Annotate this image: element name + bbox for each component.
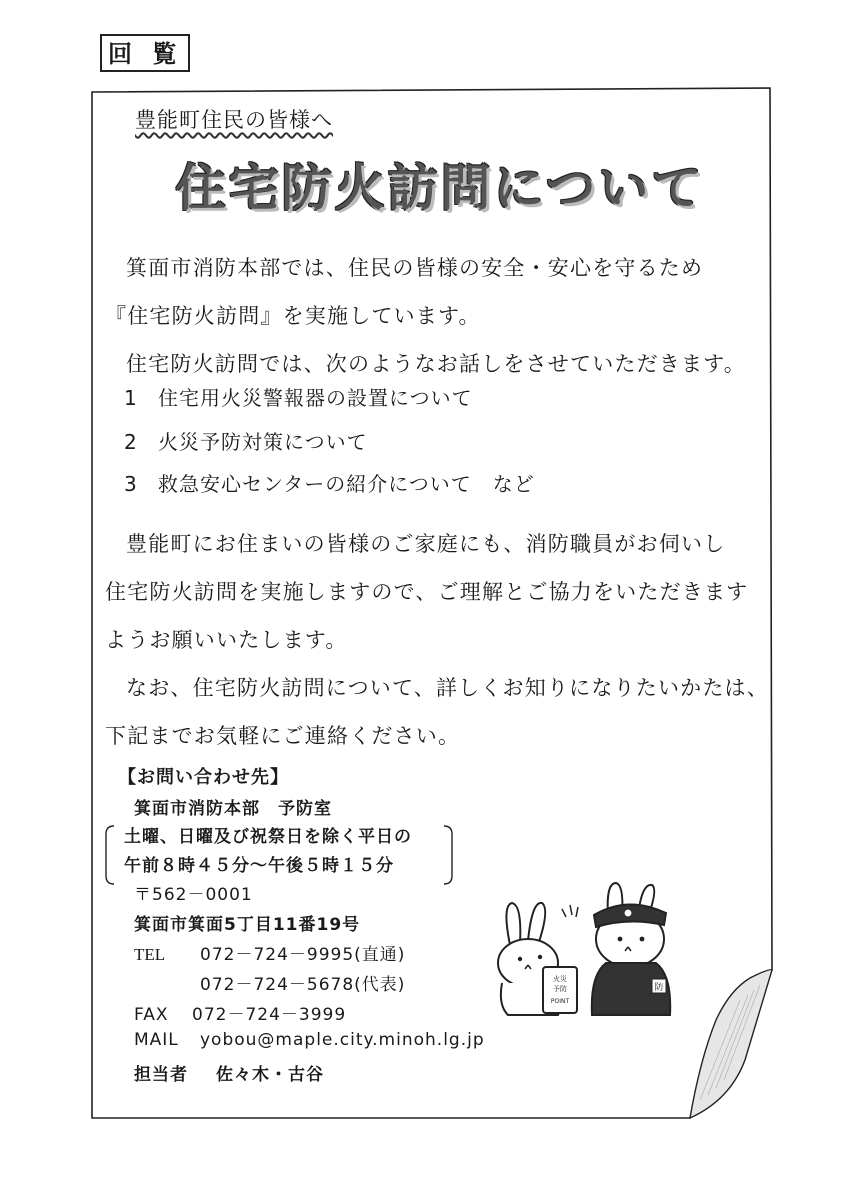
contact-mail-row xyxy=(134,1030,485,1050)
contact-staff-row xyxy=(134,1060,324,1085)
contact-office: 箕面市消防本部 予防室 xyxy=(134,799,332,819)
intro-line-3: 住宅防火訪問では、次のようなお話しをさせていただきます。 xyxy=(126,352,746,376)
intro-line-1: 箕面市消防本部では、住民の皆様の安全・安心を守るため xyxy=(126,256,704,280)
list-number: 1 xyxy=(124,386,138,410)
rabbit-ear-left xyxy=(506,903,520,945)
staff-label: 担当者 xyxy=(134,1065,188,1085)
list-text: 火災予防対策について xyxy=(158,430,368,454)
list-text: 救急安心センターの紹介について など xyxy=(158,472,535,496)
list-item xyxy=(124,382,473,411)
contact-tel-row xyxy=(134,940,405,965)
staff-names: 佐々木・古谷 xyxy=(216,1065,324,1085)
body-line-5: 下記までお気軽にご連絡ください。 xyxy=(105,724,461,748)
fax-number: 072－724－3999 xyxy=(192,1005,347,1025)
body-paragraph xyxy=(105,520,769,760)
booklet-text-2: 予防 xyxy=(553,985,567,993)
page-title: 住宅防火訪問について xyxy=(175,159,705,217)
contact-address: 箕面市箕面5丁目11番19号 xyxy=(134,915,361,935)
contact-heading: 【お問い合わせ先】 xyxy=(118,767,289,788)
contact-hours-2: 午前８時４５分～午後５時１５分 xyxy=(124,856,394,876)
kairan-label: 回 覧 xyxy=(100,34,190,72)
tel-direct: 072－724－9995(直通) xyxy=(200,945,406,965)
body-line-4: なお、住宅防火訪問について、詳しくお知りになりたいかたは、 xyxy=(126,676,769,700)
body-line-2: 住宅防火訪問を実施しますので、ご理解とご協力をいただきます xyxy=(105,580,749,604)
contact-fax-row xyxy=(134,1000,346,1025)
badge-text: 防 xyxy=(654,983,664,993)
list-number: 3 xyxy=(124,472,138,496)
tel-label: TEL xyxy=(134,945,166,964)
booklet-text-1: 火災 xyxy=(553,975,567,983)
mascot-illustration xyxy=(488,875,688,1020)
list-item xyxy=(124,468,535,497)
booklet-text-3: POINT xyxy=(550,998,570,1005)
greeting: 豊能町住民の皆様へ xyxy=(135,108,333,132)
fax-label: FAX xyxy=(134,1005,169,1025)
list-text: 住宅用火災警報器の設置について xyxy=(158,386,473,410)
list-item xyxy=(124,426,368,455)
mail-label: MAIL xyxy=(134,1030,179,1050)
body-line-3: ようお願いいたします。 xyxy=(105,628,348,652)
intro-line-2: 『住宅防火訪問』を実施しています。 xyxy=(105,304,481,328)
body-line-1: 豊能町にお住まいの皆様のご家庭にも、消防職員がお伺いし xyxy=(126,532,726,556)
contact-postal: 〒562－0001 xyxy=(134,885,253,905)
intro-paragraph xyxy=(105,244,765,388)
contact-hours-1: 土曜、日曜及び祝祭日を除く平日の xyxy=(124,827,412,847)
list-number: 2 xyxy=(124,430,138,454)
tel-main: 072－724－5678(代表) xyxy=(200,975,406,995)
mail-address[interactable]: yobou@maple.city.minoh.lg.jp xyxy=(200,1030,485,1050)
